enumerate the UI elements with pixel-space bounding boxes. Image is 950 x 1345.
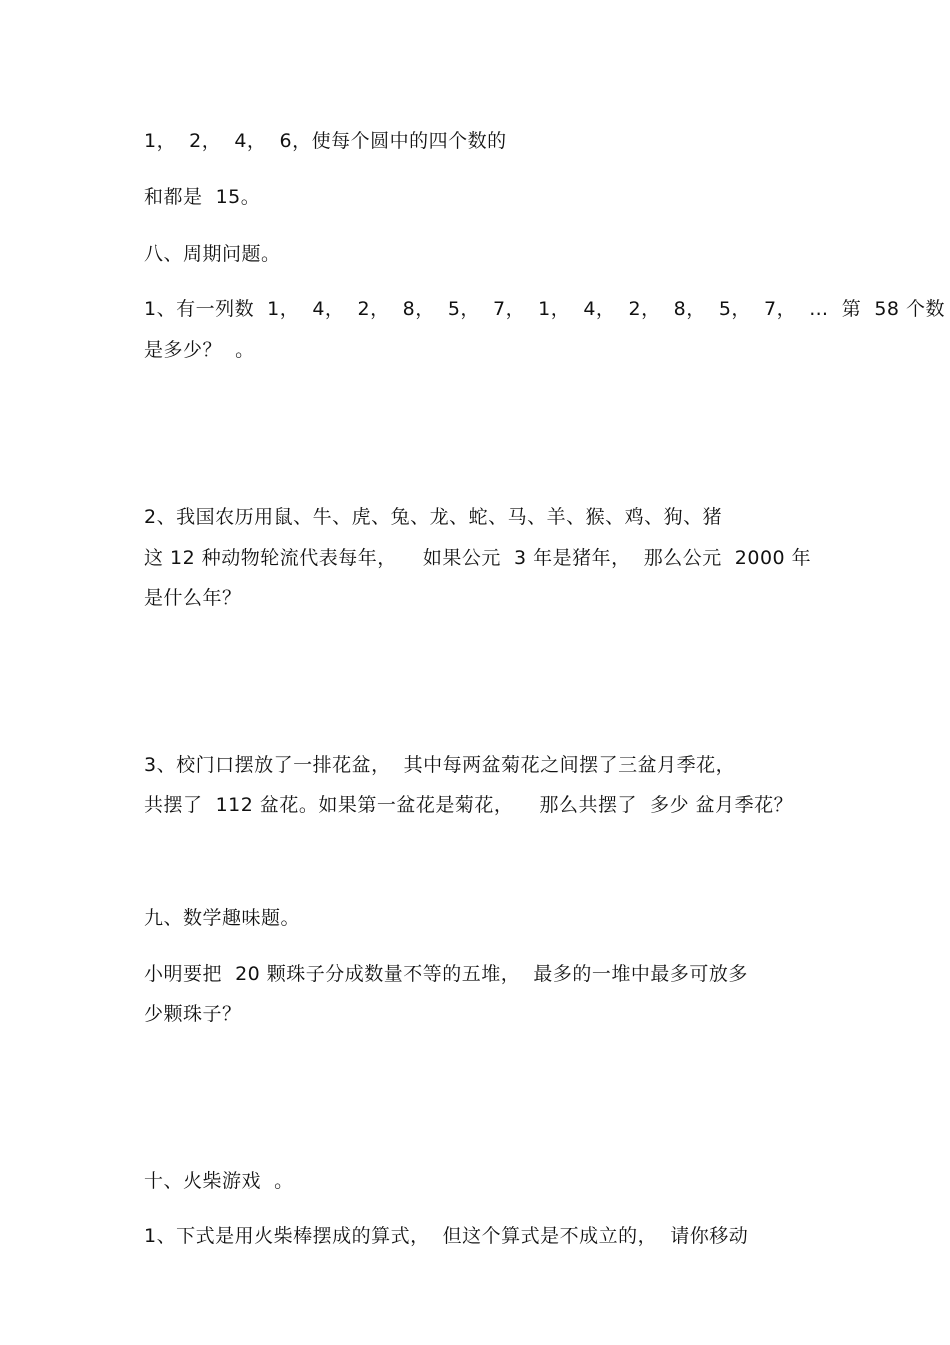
section-heading-matchstick: 十、火柴游戏 。 — [144, 1170, 294, 1192]
question-2-line-3: 是什么年？ — [144, 587, 242, 609]
question-2-line-1: 2、我国农历用鼠、牛、虎、兔、龙、蛇、马、羊、猴、鸡、狗、猪 — [144, 506, 723, 528]
section-heading-periodic: 八、周期问题。 — [144, 243, 281, 265]
question-2-line-2: 这 12 种动物轮流代表每年， 如果公元 3 年是猪年， 那么公元 2000 年 — [144, 547, 812, 569]
matchstick-question-line-1: 1、下式是用火柴棒摆成的算式， 但这个算式是不成立的， 请你移动 — [144, 1225, 749, 1247]
question-1-line-1: 1、有一列数 1， 4， 2， 8， 5， 7， 1， 4， 2， 8， 5， 7， … 第 58 个数 — [144, 298, 946, 320]
question-3-line-2: 共摆了 112 盆花。如果第一盆花是菊花， 那么共摆了 多少 盆月季花？ — [144, 794, 794, 816]
text-line-sum-15: 和都是 15。 — [144, 186, 261, 208]
question-3-line-1: 3、校门口摆放了一排花盆， 其中每两盆菊花之间摆了三盆月季花， — [144, 754, 736, 776]
section-heading-math-fun: 九、数学趣味题。 — [144, 907, 301, 929]
text-line-circle-numbers: 1， 2， 4， 6，使每个圆中的四个数的 — [144, 130, 507, 152]
fun-question-line-2: 少颗珠子？ — [144, 1003, 242, 1025]
fun-question-line-1: 小明要把 20 颗珠子分成数量不等的五堆， 最多的一堆中最多可放多 — [144, 963, 748, 985]
question-1-line-2: 是多少？ 。 — [144, 339, 255, 361]
